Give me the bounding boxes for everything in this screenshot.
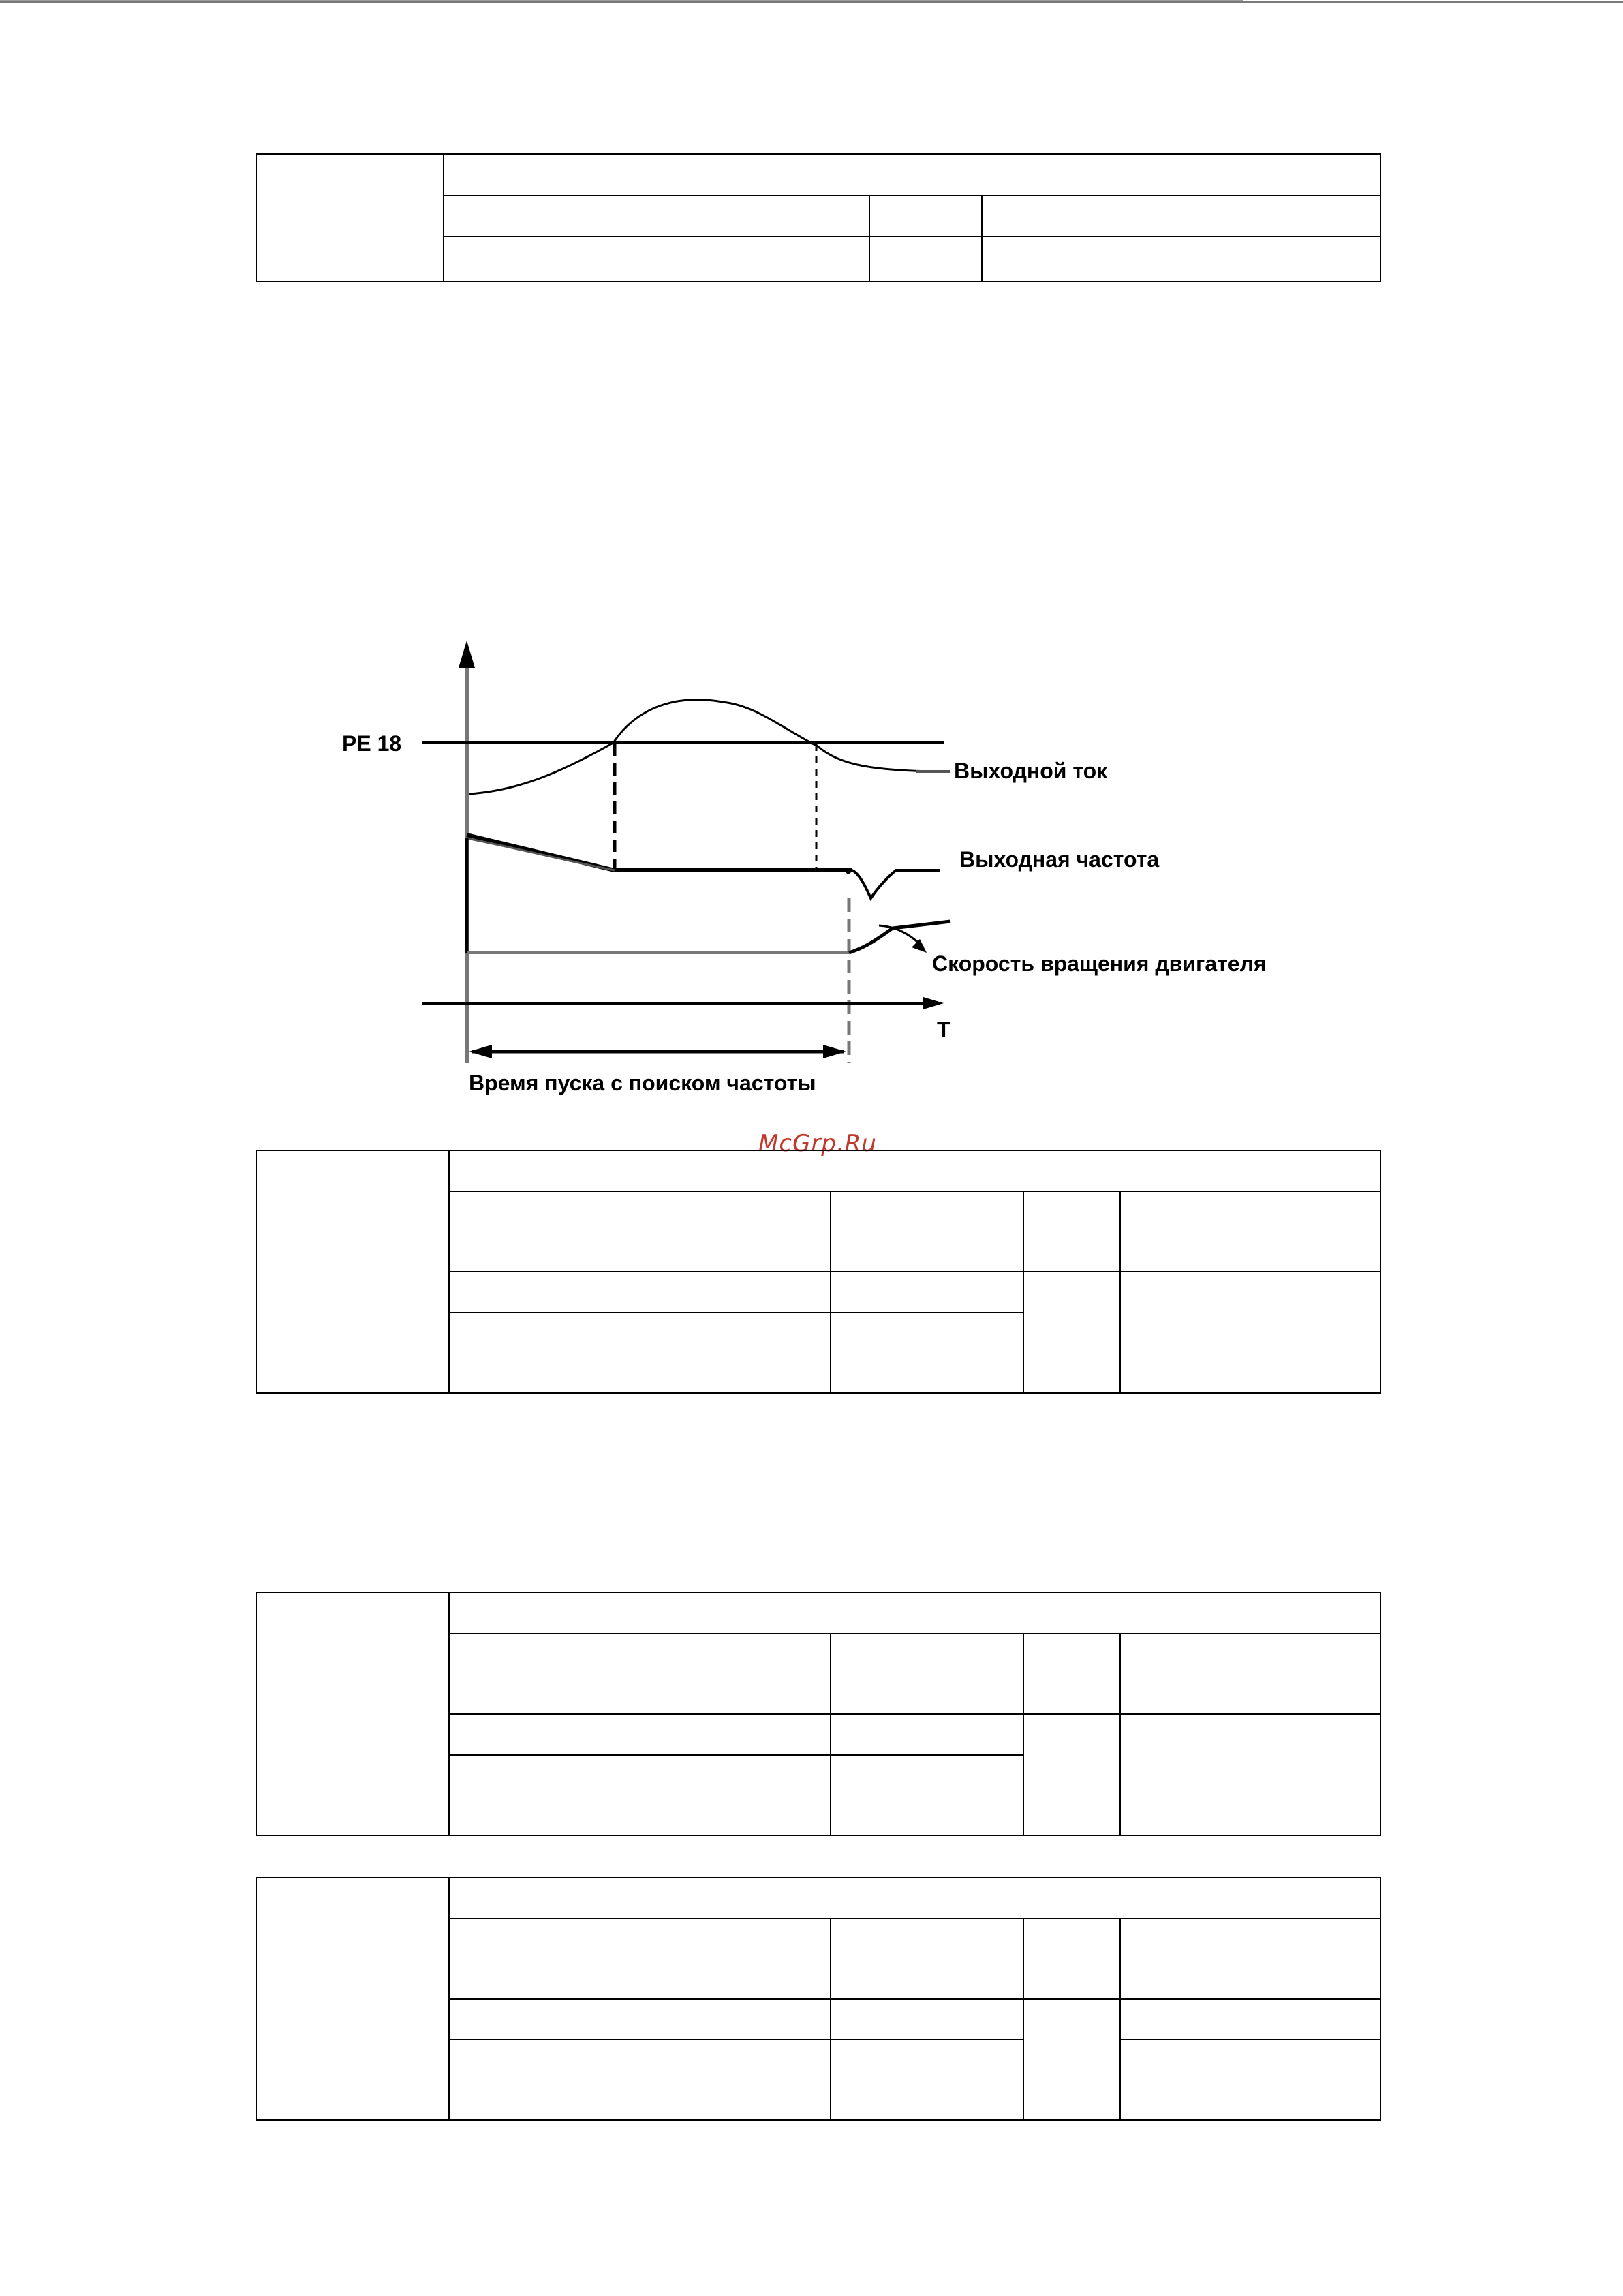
output-current-curve xyxy=(469,700,933,794)
table-cell xyxy=(831,1714,1023,1755)
pe18-label: PE 18 xyxy=(342,731,402,756)
table-cell xyxy=(449,1313,831,1393)
motor-speed-rise xyxy=(849,921,950,953)
table-cell xyxy=(831,1999,1023,2040)
table-cell xyxy=(449,1191,831,1272)
output-frequency-label: Выходная частота xyxy=(959,847,1160,872)
table-cell xyxy=(982,196,1380,237)
table-cell xyxy=(449,1755,831,1835)
table-cell xyxy=(831,1918,1023,1999)
table-cell xyxy=(1120,1999,1380,2040)
table-cell xyxy=(1023,1634,1120,1714)
footer-rule xyxy=(0,1,1623,3)
table-cell xyxy=(1120,2040,1380,2120)
table-cell xyxy=(1120,1714,1380,1835)
table-cell xyxy=(1120,1272,1380,1393)
table-cell xyxy=(982,236,1380,281)
time-axis-label: T xyxy=(937,1017,950,1042)
parameter-table-3 xyxy=(256,1592,1381,1836)
table-cell xyxy=(831,1313,1023,1393)
start-time-label: Время пуска с поиском частоты xyxy=(469,1071,816,1095)
table-cell-code xyxy=(256,1150,449,1393)
table-cell xyxy=(869,236,982,281)
table-cell xyxy=(831,1272,1023,1313)
motor-speed-pointer xyxy=(912,939,927,953)
table-cell xyxy=(831,2040,1023,2120)
table-cell xyxy=(449,1634,831,1714)
time-axis-arrow xyxy=(923,997,944,1009)
table-cell xyxy=(1023,1999,1120,2120)
output-frequency-dip xyxy=(847,870,940,898)
table-cell-name xyxy=(449,1150,1380,1191)
motor-speed-label: Скорость вращения двигателя xyxy=(932,951,1267,976)
table-cell xyxy=(449,1918,831,1999)
table-cell-code xyxy=(256,1593,449,1835)
table-cell-name xyxy=(449,1878,1380,1918)
table-cell xyxy=(1023,1191,1120,1272)
table-cell-code xyxy=(256,154,444,281)
table-cell-name xyxy=(449,1593,1380,1634)
table-cell xyxy=(1023,1272,1120,1393)
table-cell xyxy=(831,1755,1023,1835)
table-cell xyxy=(449,2040,831,2120)
table-cell xyxy=(449,1999,831,2040)
table-cell xyxy=(1120,1918,1380,1999)
table-cell xyxy=(1120,1191,1380,1272)
table-cell xyxy=(444,236,869,281)
parameter-table-4 xyxy=(256,1877,1381,2121)
parameter-table-2 xyxy=(256,1150,1381,1394)
table-cell xyxy=(449,1272,831,1313)
table-cell xyxy=(869,196,982,237)
table-cell-name xyxy=(444,154,1380,196)
table-cell xyxy=(1023,1918,1120,1999)
output-frequency-line xyxy=(467,835,852,870)
parameter-table-1 xyxy=(256,153,1381,282)
table-cell-code xyxy=(256,1878,449,2120)
table-cell xyxy=(1120,1634,1380,1714)
table-cell xyxy=(444,196,869,237)
frequency-search-timing-diagram xyxy=(313,627,1308,1104)
table-cell xyxy=(831,1191,1023,1272)
output-current-label: Выходной ток xyxy=(954,759,1108,783)
vertical-axis-arrow xyxy=(459,641,475,668)
watermark: McGrp.Ru xyxy=(758,1130,877,1157)
table-cell xyxy=(831,1634,1023,1714)
table-cell xyxy=(449,1714,831,1755)
table-cell xyxy=(1023,1714,1120,1835)
